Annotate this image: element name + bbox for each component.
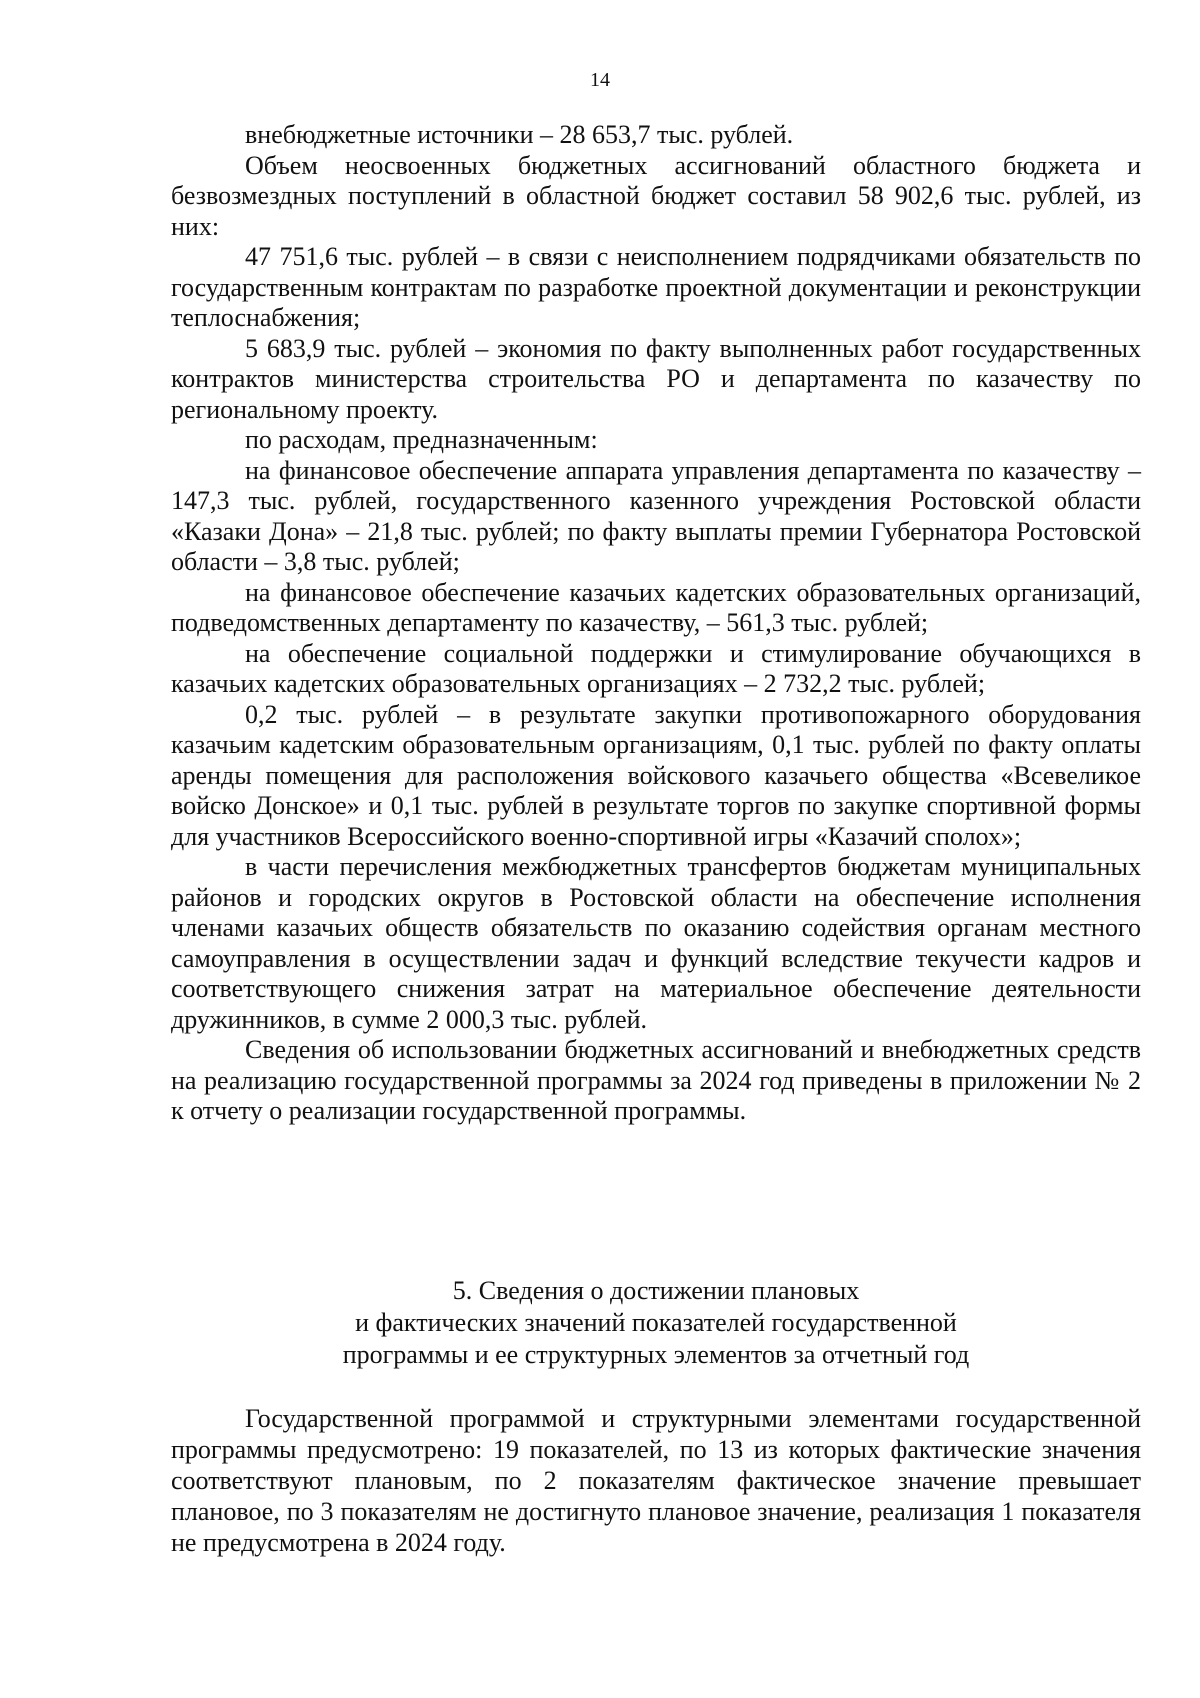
paragraph-interbudget-transfers: в части перечисления межбюджетных трансфертов бюджетам муниципальных районов и городских округов в Ростовской области на обеспечение исполнения членами казачьих обществ обязательств по оказанию содействия органам местного самоуправления в осуществлении задач и функций вследствие текучести кадров и соответствующего снижения затрат на материальное обеспечение деятельности дружинников, в сумме 2 000,3 тыс. рублей. [171,852,1141,1034]
paragraph-expenses-intro: по расходам, предназначенным: [245,425,598,454]
section-heading-line-2: и фактических значений показателей государственной [355,1308,957,1337]
body-text [171,120,1141,1127]
section-heading-line-3: программы и ее структурных элементов за отчетный год [342,1340,970,1369]
paragraph-management-funding: на финансовое обеспечение аппарата управления департамента по казачеству – 147,3 тыс. рублей, государственного казенного учреждения Ростовской области «Казаки Дона» – 21,8 тыс. рублей; по факту выплаты премии Губернатора Ростовской области – 3,8 тыс. рублей; [171,455,1141,576]
paragraph-indicators-summary: Государственной программой и структурными элементами государственной программы предусмотрено: 19 показателей, по 13 из которых фактические значения соответствуют плановым, по 2 показателям фактическое значение превышает плановое, по 3 показателям не достигнуто плановое значение, реализация 1 показателя не предусмотрена в 2024 году. [171,1404,1141,1557]
paragraph-unspent-allocations: Объем неосвоенных бюджетных ассигнований областного бюджета и безвозмездных поступлений в областной бюджет составил 58 902,6 тыс. рублей, из них: [171,150,1141,241]
paragraph-appendix-reference: Сведения об использовании бюджетных ассигнований и внебюджетных средств на реализацию государственной программы за 2024 год приведены в приложении № 2 к отчету о реализации государственной программы. [171,1035,1141,1125]
paragraph-savings: 5 683,9 тыс. рублей – экономия по факту выполненных работ государственных контрактов министерства строительства РО и департамента по казачеству по региональному проекту. [171,333,1141,424]
paragraph-procurement: 0,2 тыс. рублей – в результате закупки противопожарного оборудования казачьим кадетским образовательным организациям, 0,1 тыс. рублей по факту оплаты аренды помещения для расположения войскового казачьего общества «Всевеликое войско Донское» и 0,1 тыс. рублей в результате торгов по закупке спортивной формы для участников Всероссийского военно-спортивной игры «Казачий сполох»; [171,699,1141,851]
paragraph-cadet-organizations: на финансовое обеспечение казачьих кадетских образовательных организаций, подведомственных департаменту по казачеству, – 561,3 тыс. рублей; [171,577,1141,637]
section-body [171,1403,1141,1558]
paragraph-extrabudgetary-sources: внебюджетные источники – 28 653,7 тыс. рублей. [245,120,794,149]
section-heading [171,1275,1141,1371]
page-number: 14 [590,69,610,91]
paragraph-student-support: на обеспечение социальной поддержки и стимулирование обучающихся в казачьих кадетских образовательных организациях – 2 732,2 тыс. рублей; [171,638,1141,698]
paragraph-contract-nonperformance: 47 751,6 тыс. рублей – в связи с неисполнением подрядчиками обязательств по государственным контрактам по разработке проектной документации и реконструкции теплоснабжения; [171,242,1141,332]
section-heading-line-1: 5. Сведения о достижении плановых [452,1276,860,1305]
